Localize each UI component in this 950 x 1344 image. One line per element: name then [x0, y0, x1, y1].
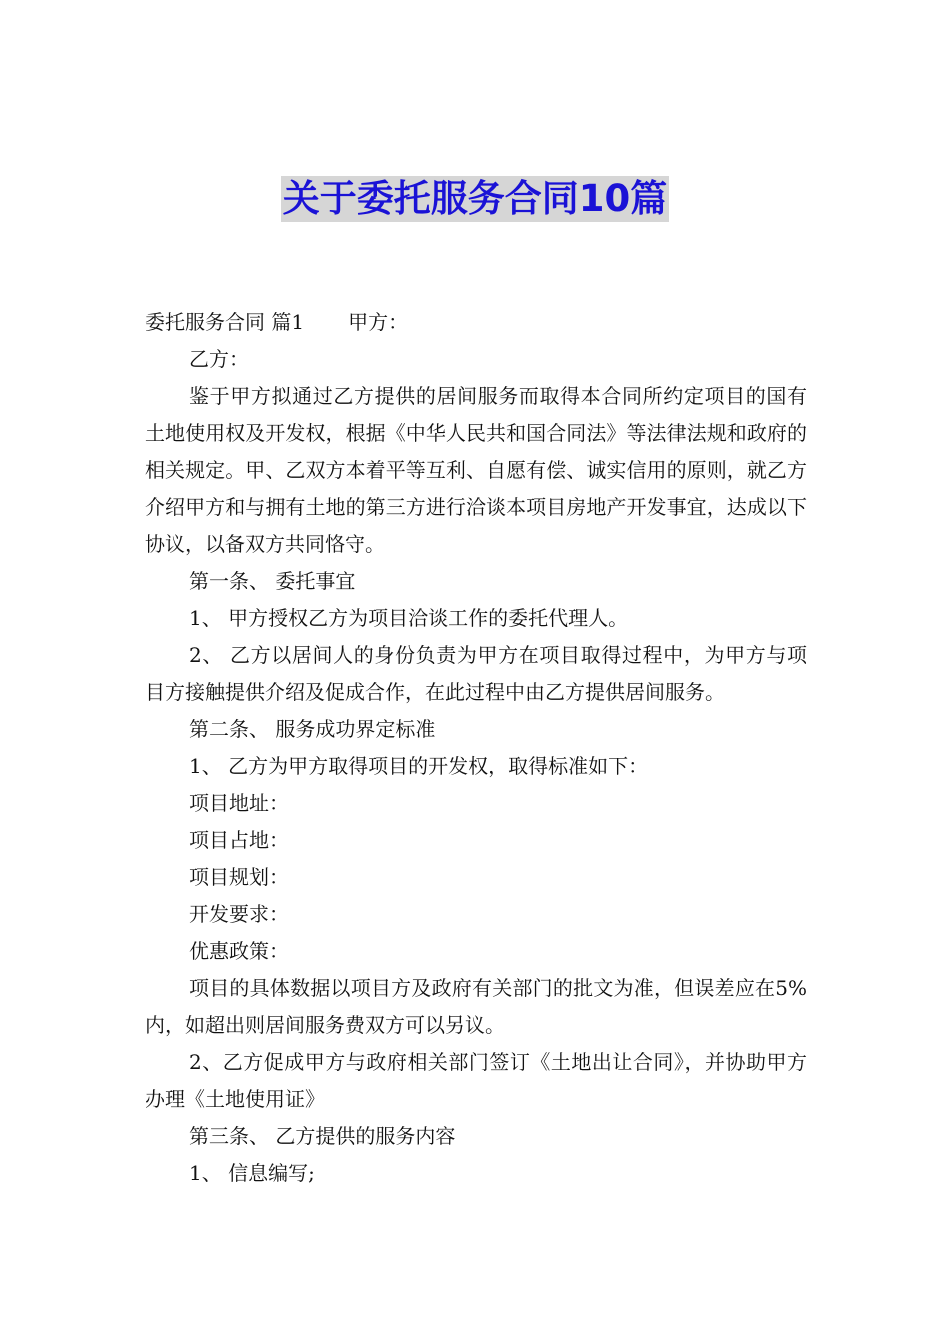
- article-1-heading: 第一条、 委托事宜: [189, 569, 356, 593]
- title-container: [0, 176, 950, 222]
- project-planning-field: 项目规划：: [189, 865, 289, 889]
- party-a-label: 甲方：: [348, 310, 409, 334]
- document-body: [145, 304, 807, 1192]
- section-heading: 委托服务合同 篇1: [145, 310, 305, 334]
- data-tolerance-paragraph: 项目的具体数据以项目方及政府有关部门的批文为准，但误差应在5%内，如超出则居间服务费双方可以另议。: [145, 976, 807, 1037]
- development-requirements-field: 开发要求：: [189, 902, 289, 926]
- article-1-clause-2: 2、 乙方以居间人的身份负责为甲方在项目取得过程中，为甲方与项目方接触提供介绍及促成合作，在此过程中由乙方提供居间服务。: [145, 643, 807, 704]
- article-2-clause-1: 1、 乙方为甲方取得项目的开发权，取得标准如下：: [189, 754, 649, 778]
- preamble-paragraph: 鉴于甲方拟通过乙方提供的居间服务而取得本合同所约定项目的国有土地使用权及开发权，根据《中华人民共和国合同法》等法律法规和政府的相关规定。甲、乙双方本着平等互利、自愿有偿、诚实信用的原则，就乙方介绍甲方和与拥有土地的第三方进行洽谈本项目房地产开发事宜，达成以下协议，以备双方共同恪守。: [145, 384, 807, 556]
- project-area-field: 项目占地：: [189, 828, 289, 852]
- project-address-field: 项目地址：: [189, 791, 289, 815]
- article-1-clause-1: 1、 甲方授权乙方为项目洽谈工作的委托代理人。: [189, 606, 629, 630]
- preferential-policy-field: 优惠政策：: [189, 939, 289, 963]
- party-b-label: 乙方：: [189, 347, 249, 371]
- article-2-clause-2: 2、乙方促成甲方与政府相关部门签订《土地出让合同》，并协助甲方办理《土地使用证》: [145, 1050, 807, 1111]
- article-2-heading: 第二条、 服务成功界定标准: [189, 717, 436, 741]
- article-3-heading: 第三条、 乙方提供的服务内容: [189, 1124, 456, 1148]
- article-3-clause-1: 1、 信息编写;: [189, 1161, 315, 1185]
- first-line: [145, 304, 807, 341]
- document-title: 关于委托服务合同10篇: [282, 177, 668, 220]
